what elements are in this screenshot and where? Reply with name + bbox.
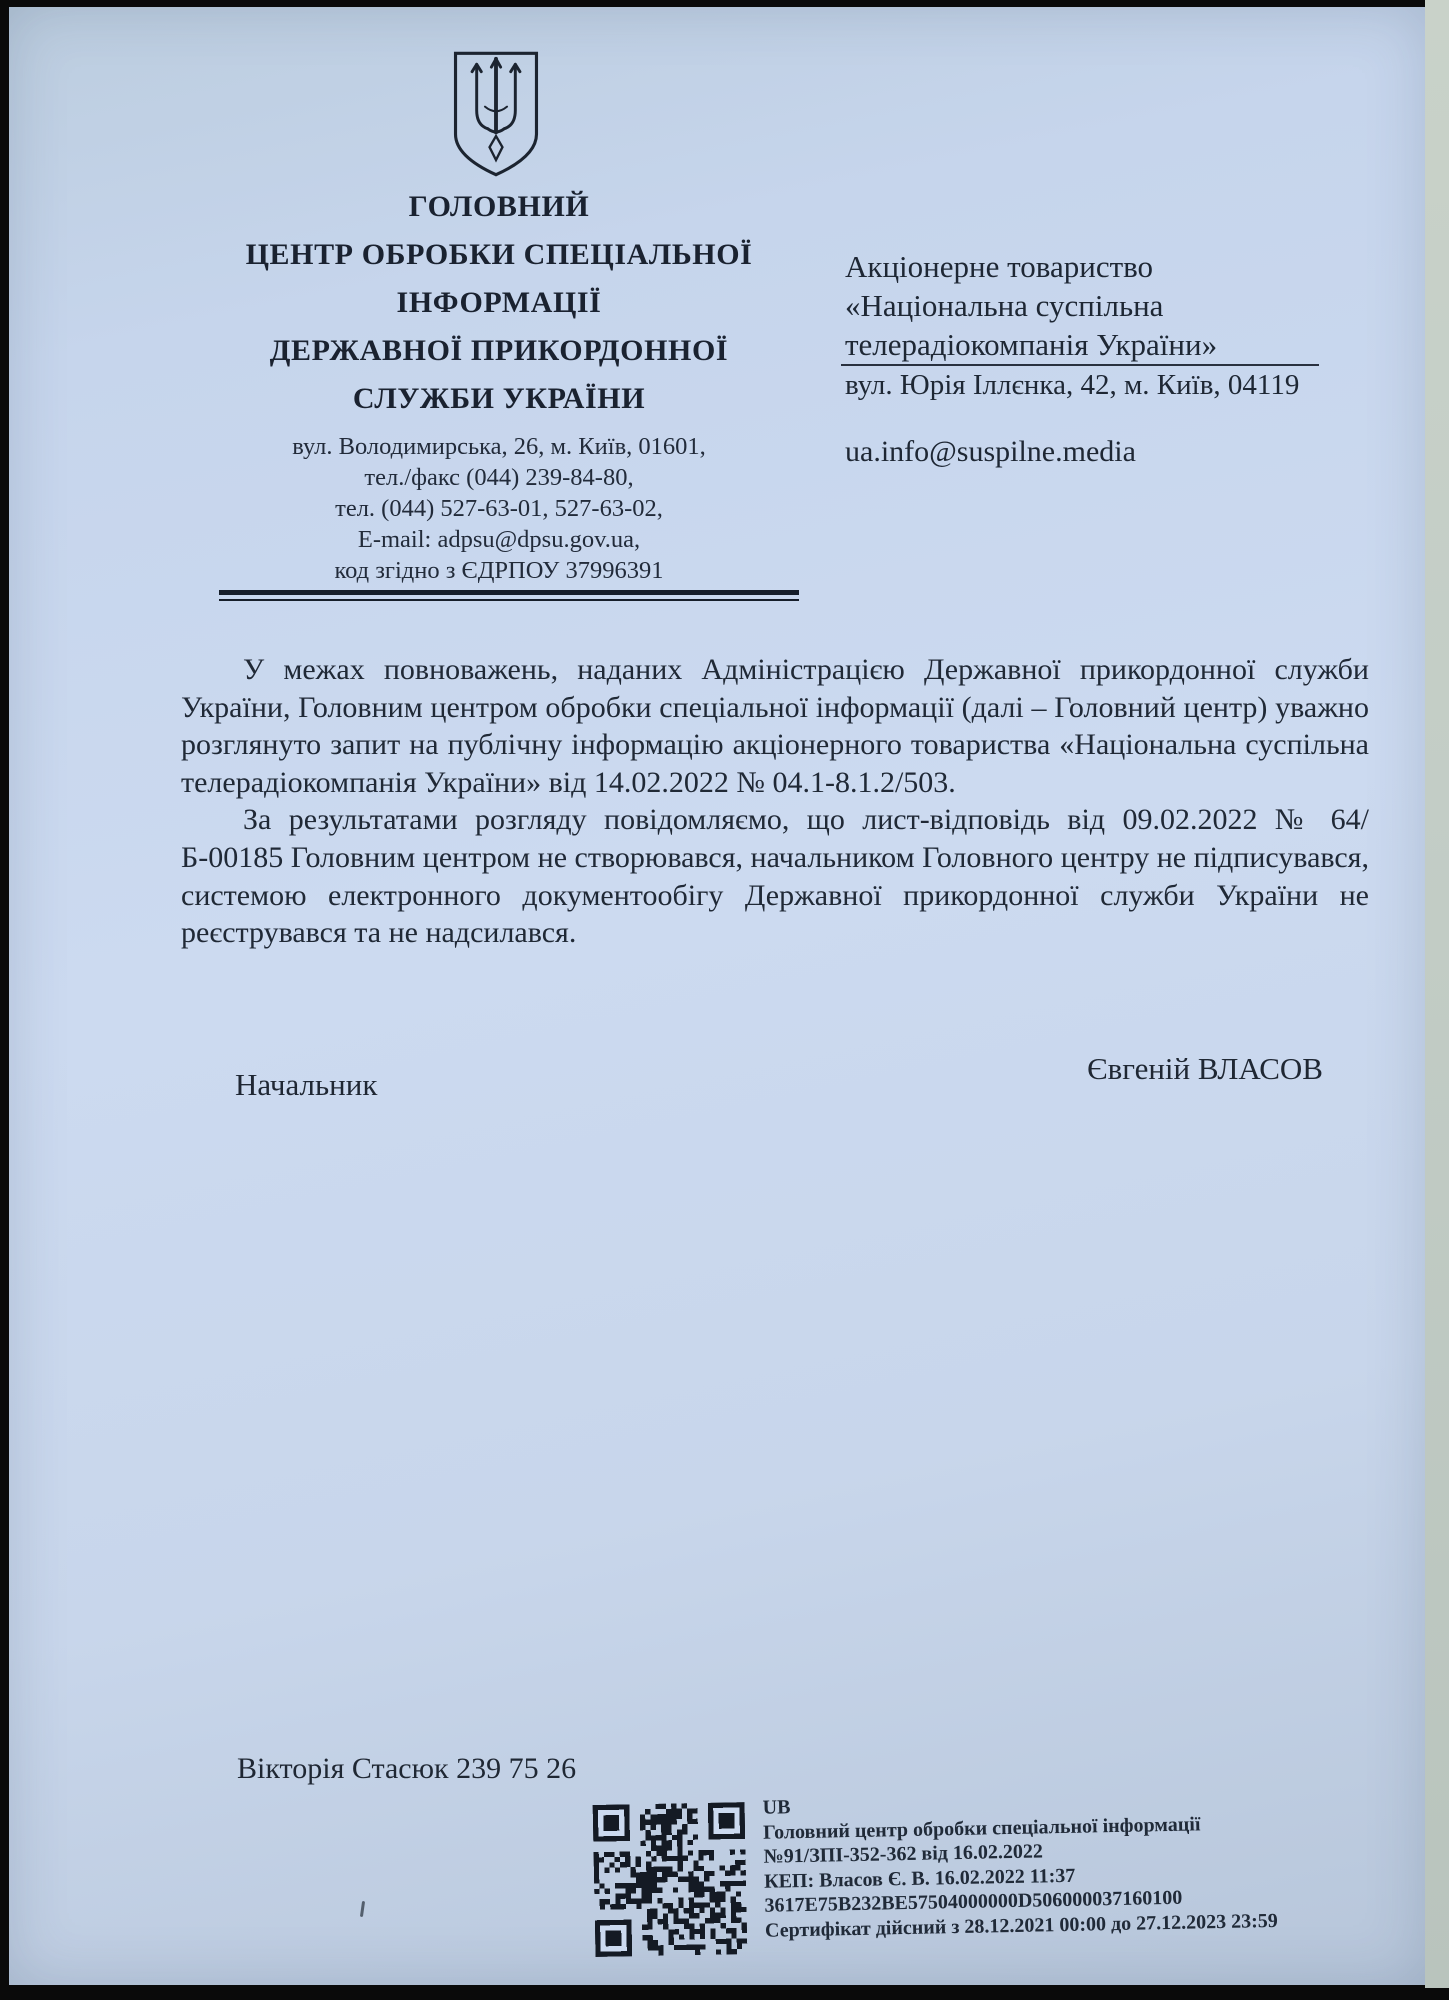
qr-code-icon [593,1802,748,1957]
stamp-certificate: Сертифікат дійсний з 28.12.2021 00:00 до 27.12.2023 23:59 [764,1909,1278,1942]
stamp-reg-number: №91/ЗПІ-352-362 від 16.02.2022 [763,1840,1044,1868]
org-name-line: ДЕРЖАВНОЇ ПРИКОРДОННОЇ [269,334,729,367]
org-name-line: ЦЕНТР ОБРОБКИ СПЕЦІАЛЬНОЇ [245,238,753,271]
stamp-label: UB [762,1796,791,1819]
signer-title: Начальник [235,1067,378,1102]
digital-signature-stamp [592,1783,1415,1959]
recipient-underline [841,364,1319,366]
recipient-block [845,247,1345,364]
org-address-line: E-mail: adpsu@dpsu.gov.ua, [357,526,641,553]
photo-edge-strip [1425,0,1449,1988]
body-paragraph-2: За результатами розгляду повідомляємо, що лист-відповідь від 09.02.2022 № 64/Б-00185 Головним центром не створювався, начальником Головного центру не підписувався, системою електронного документообігу Державної прикордонної служби України не реєструвався та не надсилався. [181,803,1369,950]
recipient-address: вул. Юрія Іллєнка, 42, м. Київ, 04119 [845,369,1300,401]
tryzub-shield-icon [450,49,542,179]
org-name-line: СЛУЖБИ УКРАЇНИ [352,382,646,415]
stamp-org: Головний центр обробки спеціальної інформації [762,1812,1201,1844]
recipient-name-line: телерадіокомпанія України» [845,327,1218,362]
recipient-name-line: «Національна суспільна [845,288,1164,323]
paper-speck [360,1901,365,1917]
letterhead-divider [219,590,799,601]
body-paragraph-1: У межах повноважень, наданих Адміністрацією Державної прикордонної служби України, Головним центром обробки спеціальної інформації (далі – Головний центр) уважно розглянуто запит на публічну інформацію акціонерного товариства «Національна суспільна телерадіокомпанія України» від 14.02.2022 № 04.1-8.1.2/503. [181,653,1369,799]
org-address-line: тел./факс (044) 239-84-80, [364,464,634,491]
stamp-kep: КЕП: Власов Є. В. 16.02.2022 11:37 [763,1864,1076,1893]
recipient-name-line: Акціонерне товариство [845,249,1154,284]
org-address [187,431,811,586]
letter-body [181,651,1369,952]
org-address-line: вул. Володимирська, 26, м. Київ, 01601, [292,433,706,460]
org-name [187,183,811,423]
org-address-line: тел. (044) 527-63-01, 527-63-02, [335,495,663,522]
stamp-hash: 3617E75B232BE57504000000D506000037160100 [764,1887,1183,1918]
letter-paper [9,7,1425,1985]
recipient-email: ua.info@suspilne.media [845,435,1136,468]
stamp-text [762,1783,1415,1943]
org-name-line: ІНФОРМАЦІЇ [396,286,602,319]
executor-line: Вікторія Стасюк 239 75 26 [237,1752,577,1785]
org-name-line: ГОЛОВНИЙ [408,190,590,223]
signer-name: Євгеній ВЛАСОВ [1087,1051,1323,1086]
org-address-line: код згідно з ЄДРПОУ 37996391 [334,557,664,584]
